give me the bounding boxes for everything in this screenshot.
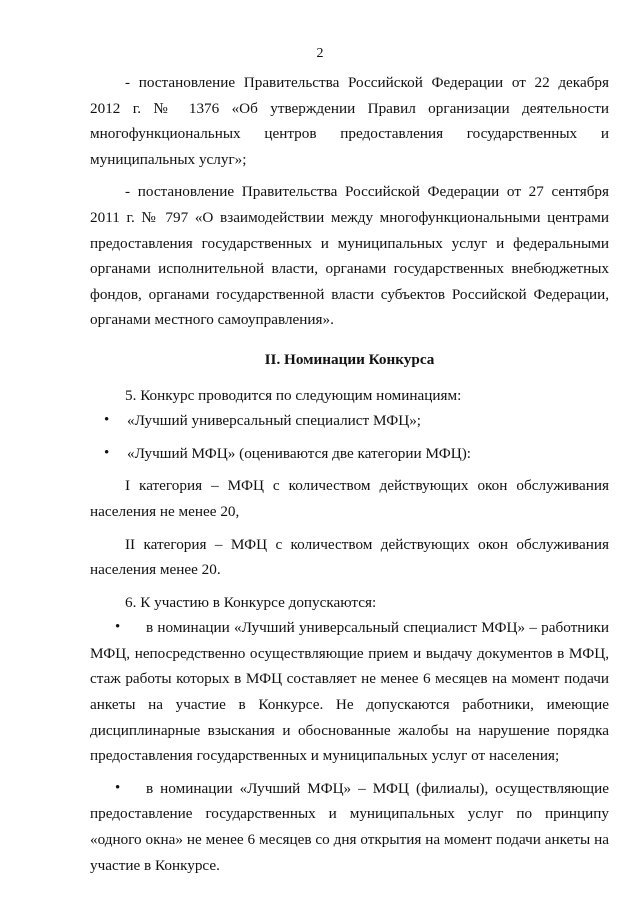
page-number: 2: [316, 46, 324, 61]
category-1: I категория – МФЦ с количеством действующих окон обслуживания населения не менее 20,: [90, 477, 609, 520]
admission-2-text: в номинации «Лучший МФЦ» – МФЦ (филиалы), осуществляющие предоставление государственных и муниципальных услуг по принципу «одного окна» не менее 6 месяцев со дня открытия на момент подачи анкеты на участие в Конкурсе.: [90, 779, 609, 874]
nomination-1-text: «Лучший универсальный специалист МФЦ»;: [127, 412, 422, 430]
item-5: 5. Конкурс проводится по следующим номинациям:: [125, 386, 462, 404]
admission-2: [90, 776, 609, 878]
paragraph-decree-1376: - постановление Правительства Российской Федерации от 22 декабря 2012 г. № 1376 «Об утверждении Правил организации деятельности многофункциональных центров предоставления государственных и муниципальных услуг»;: [90, 74, 609, 168]
nomination-2-text: «Лучший МФЦ» (оцениваются две категории МФЦ):: [127, 444, 471, 462]
document-body: [90, 70, 609, 878]
admission-1: [90, 615, 609, 769]
section-heading: II. Номинации Конкурса: [264, 350, 435, 368]
item-6: 6. К участию в Конкурсе допускаются:: [125, 593, 377, 611]
nomination-2: [90, 441, 609, 467]
admission-1-text: в номинации «Лучший универсальный специалист МФЦ» – работники МФЦ, непосредственно осуществляющие прием и выдачу документов в МФЦ, стаж работы которых в МФЦ составляет не менее 6 месяцев на момент подачи анкеты на участие в Конкурсе. Не допускаются работники, имеющие дисциплинарные взыскания и обоснованные жалобы на нарушение порядка предоставления государственных и муниципальных услуг от населения;: [90, 619, 609, 765]
paragraph-decree-797: - постановление Правительства Российской Федерации от 27 сентября 2011 г. № 797 «О взаимодействии между многофункциональными центрами предоставления государственных и муниципальных услуг и федеральными органами исполнительной власти, органами государственных внебюджетных фондов, органами государственной власти субъектов Российской Федерации, органами местного самоуправления».: [90, 183, 609, 329]
nomination-1: [90, 408, 609, 434]
bullet-icon: •: [115, 779, 121, 796]
category-2: II категория – МФЦ с количеством действующих окон обслуживания населения менее 20.: [90, 535, 609, 579]
bullet-icon: •: [104, 444, 110, 461]
bullet-icon: •: [115, 619, 121, 636]
bullet-icon: •: [104, 412, 110, 429]
